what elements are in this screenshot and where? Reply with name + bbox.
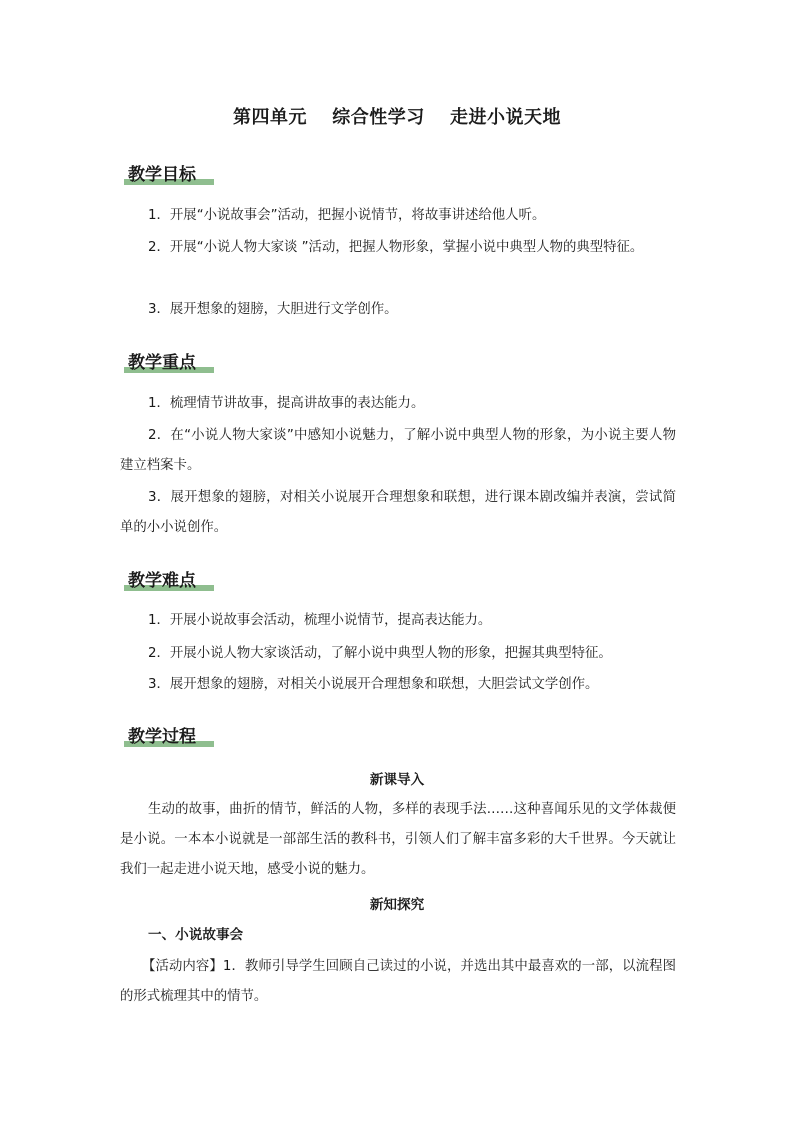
explore-heading: 新知探究: [369, 897, 425, 913]
activity-paragraph: [120, 952, 676, 1012]
objective-item-2: 2．开展“小说人物大家谈 ”活动，把握人物形象，掌握小说中典型人物的典型特征。: [148, 240, 644, 255]
document-title: 第四单元 综合性学习 走进小说天地: [232, 107, 562, 128]
process-heading: 教学过程: [128, 722, 196, 748]
difficulty-item-3: 3．展开想象的翅膀，对相关小说展开合理想象和联想，大胆尝试文学创作。: [148, 677, 599, 692]
objectives-heading: 教学目标: [128, 160, 196, 186]
activity-label: 【活动内容】: [142, 959, 223, 974]
difficulties-heading: 教学难点: [128, 566, 196, 592]
intro-paragraph: 生动的故事，曲折的情节，鲜活的人物，多样的表现手法……这种喜闻乐见的文学体裁便是小说。一本本小说就是一部部生活的教科书，引领人们了解丰富多彩的大千世界。今天就让我们一起走进小说天地，感受小说的魅力。: [120, 802, 676, 877]
objective-item-3: 3．展开想象的翅膀，大胆进行文学创作。: [148, 302, 398, 317]
section-1-heading: 一、小说故事会: [148, 927, 244, 943]
key-point-item-1: 1．梳理情节讲故事，提高讲故事的表达能力。: [148, 396, 425, 411]
intro-heading: 新课导入: [369, 772, 425, 788]
difficulty-item-1: 1．开展小说故事会活动，梳理小说情节，提高表达能力。: [148, 613, 492, 628]
key-points-heading: 教学重点: [128, 348, 196, 374]
objective-item-1: 1．开展“小说故事会”活动，把握小说情节，将故事讲述给他人听。: [148, 208, 546, 223]
key-point-item-2: 2．在“小说人物大家谈”中感知小说魅力，了解小说中典型人物的形象，为小说主要人物建立档案卡。: [120, 428, 676, 473]
key-point-item-3: 3．展开想象的翅膀，对相关小说展开合理想象和联想，进行课本剧改编并表演，尝试简单的小小说创作。: [120, 490, 676, 535]
difficulty-item-2: 2．开展小说人物大家谈活动，了解小说中典型人物的形象，把握其典型特征。: [148, 646, 612, 661]
activity-text: 1．教师引导学生回顾自己读过的小说，并选出其中最喜欢的一部，以流程图的形式梳理其中的情节。: [120, 959, 676, 1004]
